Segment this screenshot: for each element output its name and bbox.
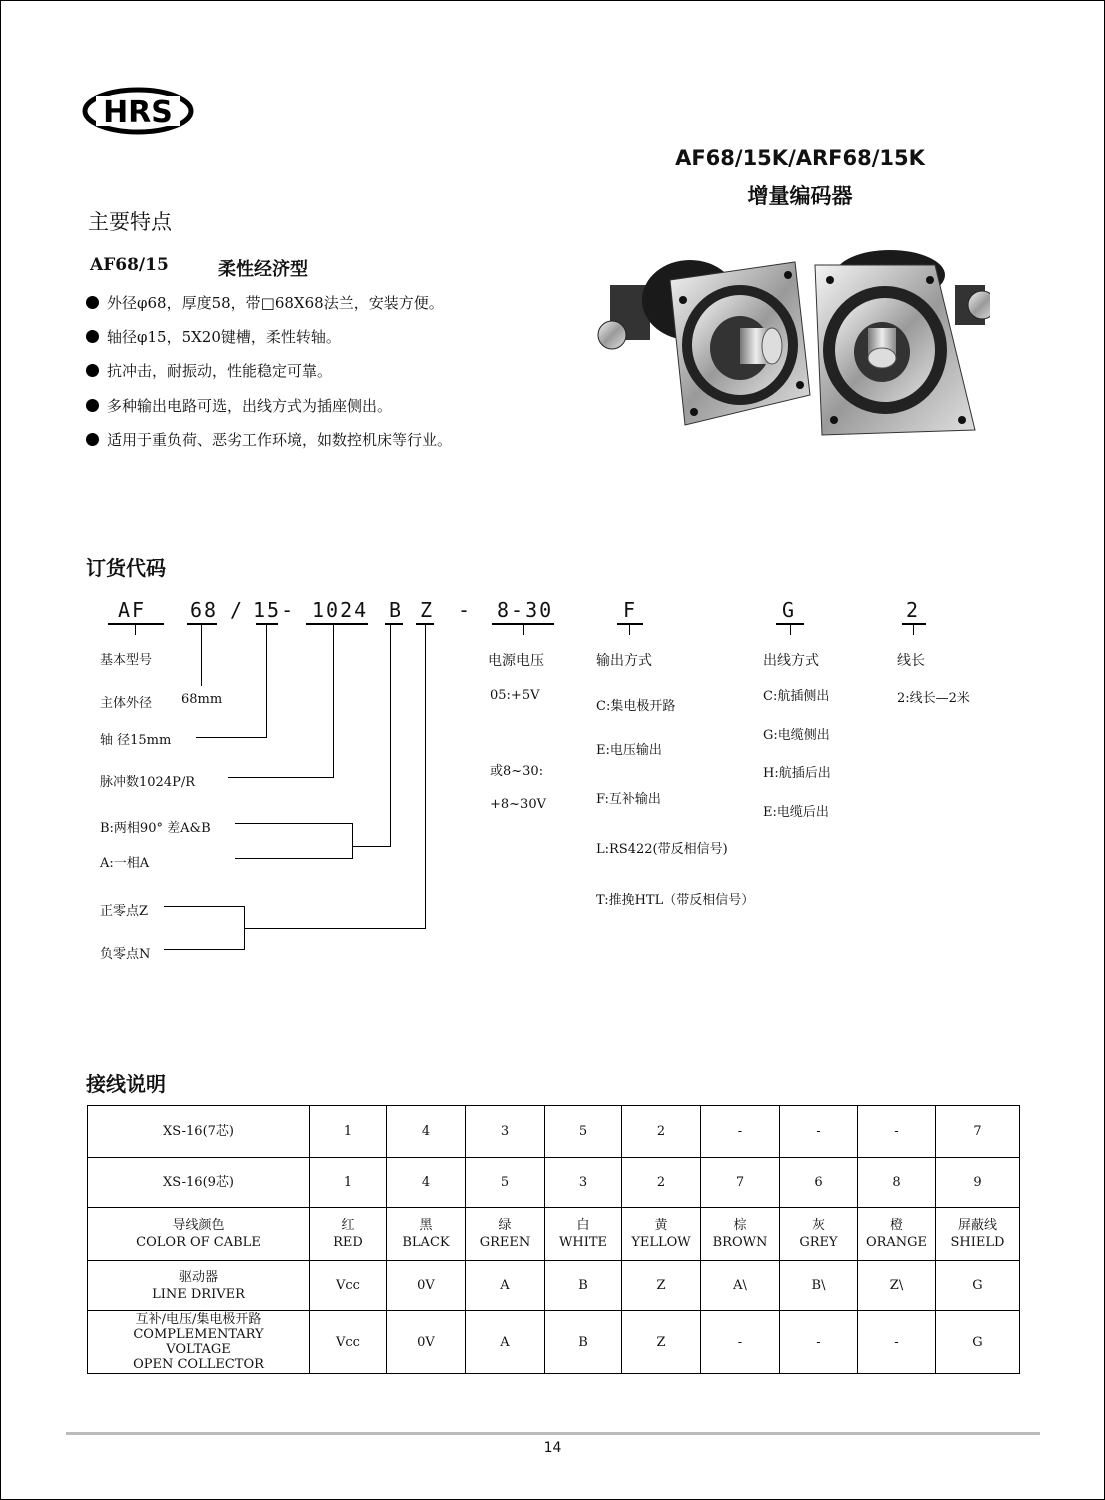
table-cell: 3: [545, 1158, 622, 1208]
table-cell: 3: [466, 1106, 545, 1158]
code-segment: -: [458, 598, 473, 622]
connector-line: [333, 623, 334, 778]
table-cell: [701, 1208, 780, 1261]
table-row: [88, 1158, 1020, 1208]
cable-length-heading: 线长: [897, 653, 925, 669]
feature-bullet: 多种输出电路可选，出线方式为插座侧出。: [86, 395, 392, 416]
table-cell: 6: [780, 1158, 858, 1208]
row-label: [88, 1158, 310, 1208]
table-row: [88, 1261, 1020, 1311]
connector-line: [913, 623, 914, 635]
output-heading: 输出方式: [596, 653, 652, 669]
table-row: [88, 1208, 1020, 1261]
cable-exit-option: E:电缆后出: [763, 805, 829, 820]
code-segment: AF: [118, 598, 147, 622]
table-cell: [622, 1208, 701, 1261]
code-segment: Z: [420, 598, 435, 622]
cell-line: BROWN: [712, 1235, 768, 1250]
model-type: 柔性经济型: [218, 259, 308, 280]
cable-exit-option: C:航插侧出: [763, 689, 830, 704]
features-heading: 主要特点: [88, 210, 172, 234]
table-cell: [310, 1208, 387, 1261]
connector-line: [196, 737, 267, 738]
code-segment: /: [230, 598, 245, 622]
connector-line: [244, 906, 245, 950]
supply-heading: 电源电压: [488, 653, 544, 669]
table-cell: A\: [701, 1261, 780, 1311]
connector-line: [235, 823, 352, 824]
cell-line: GREEN: [479, 1235, 531, 1250]
connector-line: [523, 623, 524, 635]
connector-line: [352, 846, 391, 847]
table-cell: -: [858, 1106, 936, 1158]
connector-line: [135, 623, 136, 635]
cell-line: BLACK: [402, 1235, 450, 1250]
connector-line: [266, 623, 267, 738]
encoder-photo: [590, 240, 990, 460]
product-name: 增量编码器: [747, 184, 853, 208]
row-label-line: 驱动器: [178, 1269, 218, 1285]
table-cell: 4: [387, 1106, 466, 1158]
model-title: AF68/15K/ARF68/15K: [675, 146, 925, 170]
table-cell: [466, 1208, 545, 1261]
table-cell: -: [780, 1106, 858, 1158]
code-underline: [902, 623, 926, 625]
row-label-line: COMPLEMENTARY: [133, 1327, 264, 1342]
table-cell: 9: [936, 1158, 1020, 1208]
row-label-line: XS-16(7芯): [163, 1124, 234, 1139]
row-label: [88, 1106, 310, 1158]
code-underline: [256, 623, 278, 625]
cell-line: 灰: [811, 1218, 825, 1233]
label-body-diameter-value: 68mm: [181, 692, 223, 707]
cable-exit-option: G:电缆侧出: [763, 728, 830, 743]
row-label-line: XS-16(9芯): [163, 1175, 234, 1190]
table-cell: A: [466, 1261, 545, 1311]
page-number: 14: [543, 1440, 562, 1456]
row-label-line: OPEN COLLECTOR: [133, 1357, 264, 1372]
row-label: [88, 1261, 310, 1311]
table-cell: Z: [622, 1261, 701, 1311]
cell-line: ORANGE: [865, 1235, 928, 1250]
cable-exit-heading: 出线方式: [763, 653, 819, 669]
table-cell: B\: [780, 1261, 858, 1311]
code-segment: 1024: [312, 598, 369, 622]
connector-line: [352, 823, 353, 859]
table-row: [88, 1311, 1020, 1374]
cell-line: SHIELD: [950, 1235, 1005, 1250]
code-underline: [617, 623, 643, 625]
bullet-dot-icon: [86, 364, 99, 377]
cable-exit-option: H:航插后出: [763, 766, 831, 781]
connector-line: [235, 858, 352, 859]
table-cell: 1: [310, 1158, 387, 1208]
row-label-line: 导线颜色: [172, 1218, 225, 1233]
table-cell: 7: [701, 1158, 780, 1208]
connector-line: [790, 623, 791, 635]
table-cell: 2: [622, 1158, 701, 1208]
code-underline: [306, 623, 368, 625]
table-cell: [387, 1208, 466, 1261]
supply-option: 或8~30:: [490, 764, 544, 779]
footer-rule: [66, 1432, 1040, 1435]
feature-bullet: 外径φ68，厚度58，带□68X68法兰，安装方便。: [86, 292, 444, 313]
table-cell: [858, 1208, 936, 1261]
output-option: C:集电极开路: [596, 699, 676, 714]
code-segment: B: [389, 598, 404, 622]
connector-line: [425, 623, 426, 929]
cell-line: 白: [576, 1218, 590, 1233]
output-option: E:电压输出: [596, 743, 662, 758]
label-b-option: B:两相90° 差A&B: [100, 821, 211, 836]
table-cell: Vcc: [310, 1311, 387, 1374]
row-label: [88, 1311, 310, 1374]
table-cell: 0V: [387, 1311, 466, 1374]
row-label-line: LINE DRIVER: [152, 1286, 245, 1302]
logo-text: HRS: [103, 95, 173, 130]
cell-line: 红: [341, 1218, 355, 1233]
cell-line: WHITE: [559, 1235, 607, 1250]
label-shaft: 轴 径15mm: [100, 733, 172, 748]
table-cell: Vcc: [310, 1261, 387, 1311]
label-body-diameter: 主体外径: [100, 696, 153, 711]
code-segment: F: [623, 598, 638, 622]
bullet-dot-icon: [86, 399, 99, 412]
supply-option: 05:+5V: [490, 688, 540, 703]
table-cell: 4: [387, 1158, 466, 1208]
cell-line: 棕: [733, 1218, 747, 1233]
table-cell: B: [545, 1311, 622, 1374]
table-cell: -: [780, 1311, 858, 1374]
code-underline: [108, 623, 164, 625]
row-label-line: VOLTAGE: [166, 1342, 231, 1357]
supply-option: +8~30V: [490, 797, 546, 812]
output-option: L:RS422(带反相信号): [596, 842, 728, 857]
code-segment: 15-: [253, 598, 296, 622]
code-underline: [187, 623, 217, 625]
table-cell: G: [936, 1311, 1020, 1374]
row-label-line: COLOR OF CABLE: [136, 1235, 261, 1250]
cell-line: 屏蔽线: [957, 1218, 997, 1233]
connector-line: [164, 949, 244, 950]
label-z-positive: 正零点Z: [100, 904, 149, 919]
feature-bullet: 适用于重负荷、恶劣工作环境，如数控机床等行业。: [86, 429, 452, 450]
code-segment: 68: [190, 598, 219, 622]
output-option: F:互补输出: [596, 792, 661, 807]
table-cell: B: [545, 1261, 622, 1311]
label-a-option: A:一相A: [100, 856, 150, 871]
cell-line: 黄: [654, 1218, 668, 1233]
connector-line: [201, 623, 202, 686]
cell-line: 绿: [498, 1218, 512, 1233]
table-cell: -: [701, 1106, 780, 1158]
label-pulses: 脉冲数1024P/R: [100, 775, 195, 790]
connector-line: [244, 928, 426, 929]
table-cell: -: [701, 1311, 780, 1374]
row-label-line: 互补/电压/集电极开路: [135, 1312, 262, 1327]
row-label: [88, 1208, 310, 1261]
cell-line: 橙: [889, 1218, 903, 1233]
output-option: T:推挽HTL（带反相信号）: [596, 893, 755, 908]
table-cell: 7: [936, 1106, 1020, 1158]
table-cell: Z: [622, 1311, 701, 1374]
model-name: AF68/15: [90, 255, 169, 275]
cell-line: GREY: [799, 1235, 838, 1250]
code-underline: [385, 623, 403, 625]
cell-line: YELLOW: [631, 1235, 691, 1250]
wiring-table: [87, 1105, 1020, 1374]
code-segment: 2: [906, 598, 921, 622]
order-code-heading: 订货代码: [86, 556, 166, 580]
wiring-heading: 接线说明: [86, 1072, 166, 1096]
table-cell: 0V: [387, 1261, 466, 1311]
table-cell: 5: [466, 1158, 545, 1208]
table-cell: [936, 1208, 1020, 1261]
table-cell: -: [858, 1311, 936, 1374]
table-cell: 5: [545, 1106, 622, 1158]
cable-length-option: 2:线长—2米: [897, 691, 970, 706]
table-row: [88, 1106, 1020, 1158]
connector-line: [164, 906, 244, 907]
bullet-dot-icon: [86, 330, 99, 343]
connector-line: [228, 777, 334, 778]
table-cell: A: [466, 1311, 545, 1374]
label-z-negative: 负零点N: [100, 947, 151, 962]
table-cell: [780, 1208, 858, 1261]
feature-bullet: 抗冲击，耐振动，性能稳定可靠。: [86, 360, 332, 381]
table-cell: [545, 1208, 622, 1261]
code-segment: G: [782, 598, 797, 622]
connector-line: [390, 623, 391, 847]
cell-line: 黑: [419, 1218, 433, 1233]
table-cell: Z\: [858, 1261, 936, 1311]
table-cell: G: [936, 1261, 1020, 1311]
bullet-dot-icon: [86, 296, 99, 309]
table-cell: 1: [310, 1106, 387, 1158]
cell-line: RED: [333, 1235, 363, 1250]
connector-line: [629, 623, 630, 635]
code-segment: 8-30: [497, 598, 554, 622]
table-cell: 2: [622, 1106, 701, 1158]
table-cell: 8: [858, 1158, 936, 1208]
bullet-dot-icon: [86, 433, 99, 446]
hrs-logo: [82, 86, 194, 136]
feature-bullet: 轴径φ15，5X20键槽，柔性转轴。: [86, 326, 341, 347]
label-base-model: 基本型号: [100, 653, 153, 668]
